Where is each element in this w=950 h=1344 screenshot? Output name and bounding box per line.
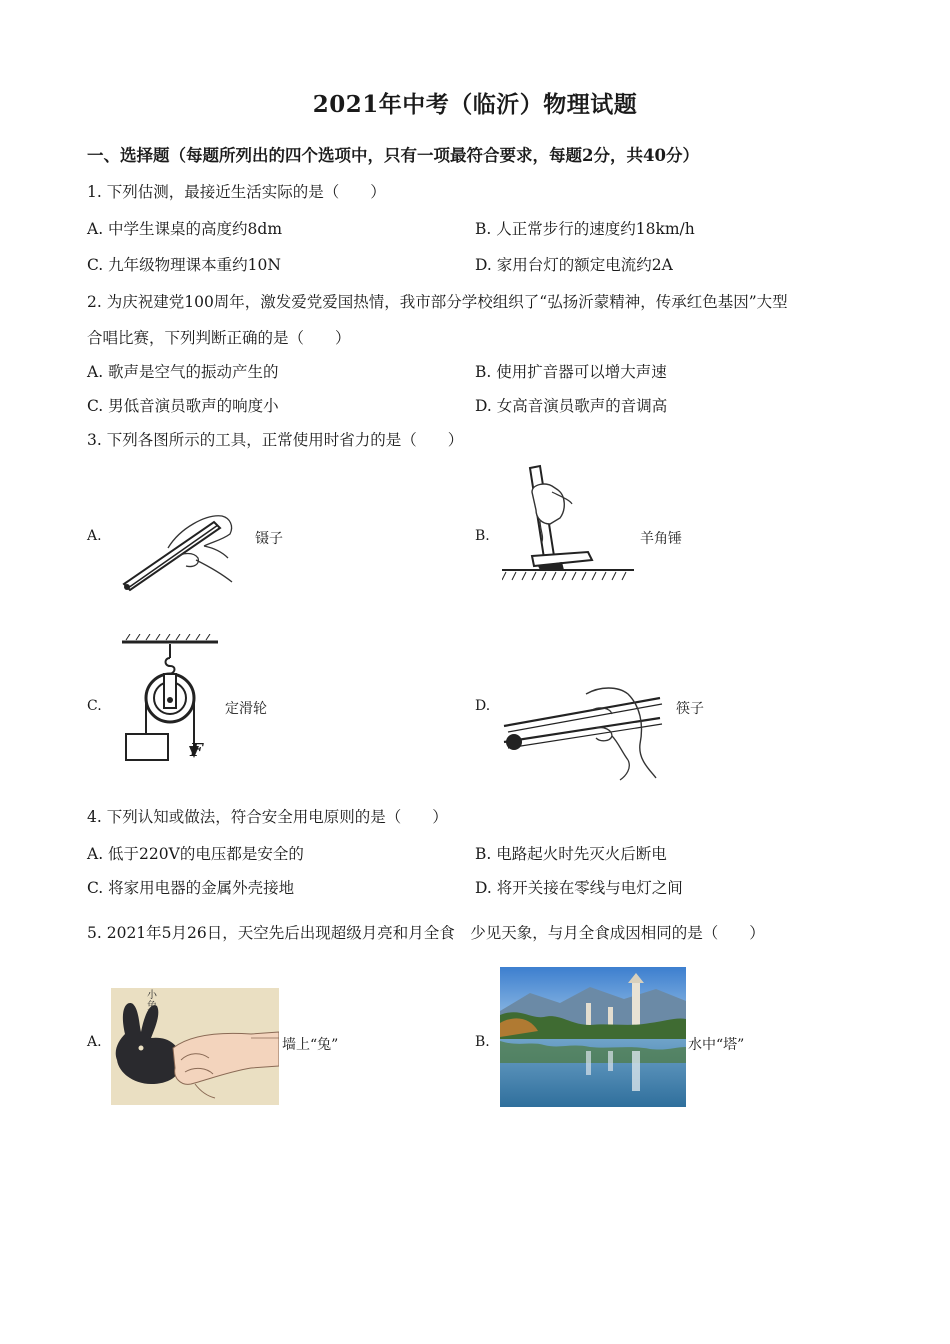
question-4-option-b[interactable]: B. 电路起火时先灭火后断电	[475, 845, 667, 863]
question-5-stem: 5. 2021年5月26日，天空先后出现超级月亮和月全食 少见天象，与月全食成因相同的是（ ）	[87, 924, 765, 942]
section-heading: 一、选择题（每题所列出的四个选项中，只有一项最符合要求，每题2分，共40分）	[87, 146, 699, 165]
question-1-option-b[interactable]: B. 人正常步行的速度约18km/h	[475, 220, 695, 238]
question-3-option-c-caption: 定滑轮	[225, 701, 267, 717]
fixed-pulley-figure	[120, 634, 225, 766]
question-5-option-a-caption: 墙上“兔”	[282, 1037, 339, 1053]
question-1-option-a[interactable]: A. 中学生课桌的高度约8dm	[87, 220, 283, 238]
question-4-option-d[interactable]: D. 将开关接在零线与电灯之间	[475, 879, 683, 897]
question-2-option-b[interactable]: B. 使用扩音器可以增大声速	[475, 363, 667, 381]
question-2-option-a[interactable]: A. 歌声是空气的振动产生的	[87, 363, 279, 381]
question-2-option-d[interactable]: D. 女高音演员歌声的音调高	[475, 397, 668, 415]
question-2-option-c[interactable]: C. 男低音演员歌声的响度小	[87, 397, 279, 415]
hand-shadow-rabbit-photo	[111, 988, 279, 1105]
question-1-option-d[interactable]: D. 家用台灯的额定电流约2A	[475, 256, 673, 274]
question-3-option-d-letter[interactable]: D.	[475, 698, 491, 714]
page-title: 2021年中考（临沂）物理试题	[312, 91, 638, 118]
question-2-stem-line2: 合唱比赛，下列判断正确的是（ ）	[87, 329, 351, 347]
question-3-option-a-letter[interactable]: A.	[87, 528, 102, 544]
question-5-option-b-letter[interactable]: B.	[475, 1034, 490, 1050]
question-4-stem: 4. 下列认知或做法，符合安全用电原则的是（ ）	[87, 808, 448, 826]
question-4-option-c[interactable]: C. 将家用电器的金属外壳接地	[87, 879, 295, 897]
question-3-option-b-letter[interactable]: B.	[475, 528, 490, 544]
question-1-stem: 1. 下列估测，最接近生活实际的是（ ）	[87, 183, 386, 201]
question-1-option-c[interactable]: C. 九年级物理课本重约10N	[87, 256, 281, 274]
question-3-option-a-caption: 镊子	[255, 531, 283, 547]
force-label: F	[190, 740, 203, 761]
question-2-stem-line1: 2. 为庆祝建党100周年，激发爱党爱国热情，我市部分学校组织了“弘扬沂蒙精神，传承红色基因”大型	[87, 293, 788, 311]
question-3-option-c-letter[interactable]: C.	[87, 698, 102, 714]
question-3-option-d-caption: 筷子	[676, 701, 704, 717]
question-4-option-a[interactable]: A. 低于220V的电压都是安全的	[87, 845, 304, 863]
claw-hammer-figure	[502, 462, 637, 587]
tweezers-figure	[118, 508, 243, 594]
pagoda-reflection-photo	[500, 967, 686, 1107]
question-5-option-a-letter[interactable]: A.	[87, 1034, 102, 1050]
question-3-option-b-caption: 羊角锤	[640, 531, 682, 547]
photo-label: 小兔	[147, 990, 157, 1012]
chopsticks-figure	[500, 684, 665, 784]
question-5-option-b-caption: 水中“塔”	[688, 1037, 745, 1053]
question-3-stem: 3. 下列各图所示的工具，正常使用时省力的是（ ）	[87, 431, 464, 449]
